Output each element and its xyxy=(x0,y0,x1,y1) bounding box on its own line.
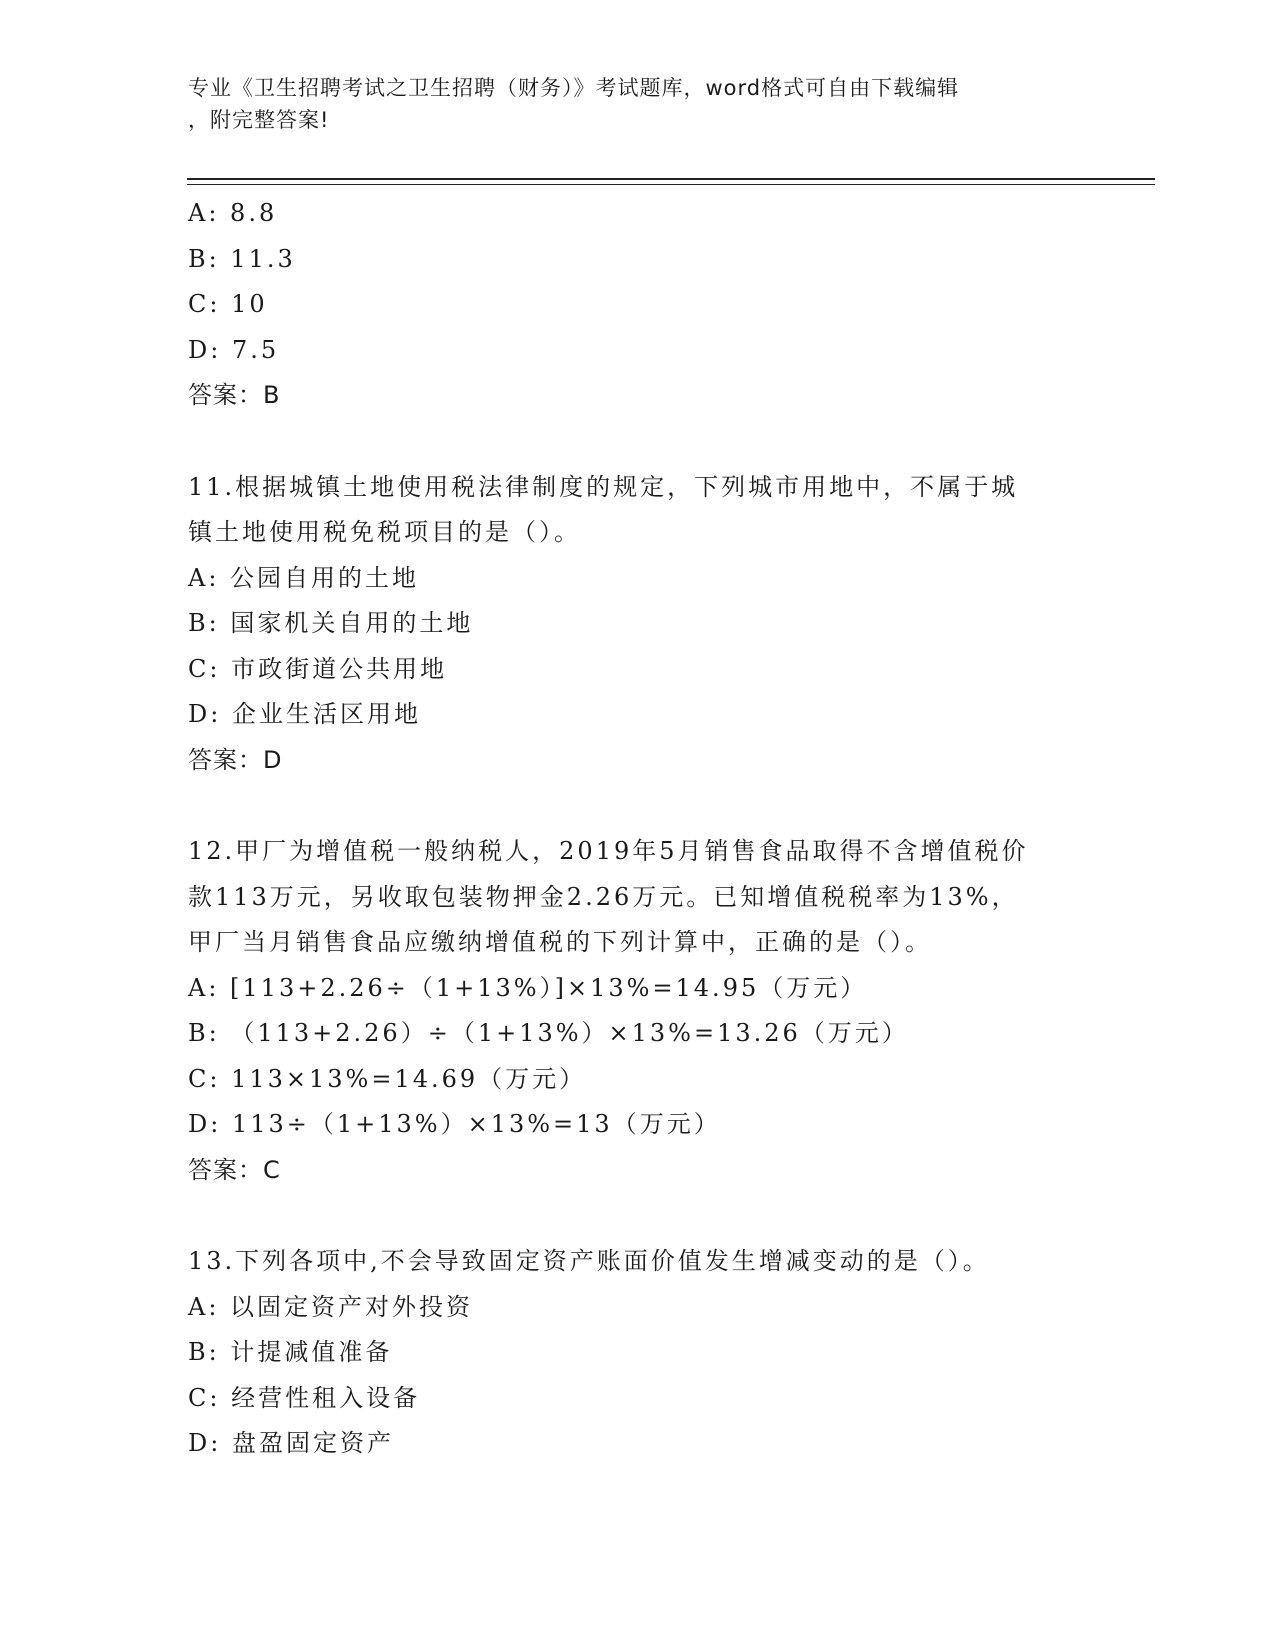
option-a: A: 以固定资产对外投资 xyxy=(188,1292,474,1321)
answer-line: 答案：D xyxy=(188,745,283,774)
answer-line: 答案：C xyxy=(188,1155,281,1184)
document-header xyxy=(188,72,1088,136)
option-b: B: （113+2.26）÷（1+13%）×13%=13.26（万元） xyxy=(188,1019,909,1047)
header-line-2: ，附完整答案! xyxy=(188,108,330,132)
option-d: D: 113÷（1+13%）×13%=13（万元） xyxy=(188,1110,721,1138)
header-rule-thick xyxy=(187,178,1155,180)
option-b: B: 计提减值准备 xyxy=(188,1338,393,1366)
option-c: C: 10 xyxy=(188,290,268,318)
question-text-line: 款113万元，另收取包装物押金2.26万元。已知增值税税率为13%， xyxy=(188,882,1019,911)
question-block-11 xyxy=(188,465,1088,784)
option-b: B: 11.3 xyxy=(188,244,296,273)
question-block-13 xyxy=(188,1239,1088,1467)
option-d: D: 盘盈固定资产 xyxy=(188,1429,394,1457)
option-a: A: 8.8 xyxy=(188,199,278,227)
question-list xyxy=(188,191,1088,1467)
option-b: B: 国家机关自用的土地 xyxy=(188,609,474,637)
option-d: D: 7.5 xyxy=(188,335,280,364)
option-c: C: 经营性租入设备 xyxy=(188,1383,421,1412)
question-text-line: 12.甲厂为增值税一般纳税人，2019年5月销售食品取得不含增值税价 xyxy=(188,837,1029,865)
option-a: A: [113+2.26÷（1+13%）]×13%=14.95（万元） xyxy=(188,973,868,1002)
header-rule-thin xyxy=(187,184,1155,185)
question-text-line: 甲厂当月销售食品应缴纳增值税的下列计算中，正确的是（）。 xyxy=(188,928,932,956)
option-d: D: 企业生活区用地 xyxy=(188,700,421,728)
question-text-line: 镇土地使用税免税项目的是（）。 xyxy=(188,518,581,546)
header-line-1: 专业《卫生招聘考试之卫生招聘（财务）》考试题库，word格式可自由下载编辑 xyxy=(188,76,960,100)
option-a: A: 公园自用的土地 xyxy=(188,563,420,592)
option-c: C: 113×13%=14.69（万元） xyxy=(188,1064,587,1093)
question-block-12 xyxy=(188,829,1088,1193)
option-c: C: 市政街道公共用地 xyxy=(188,654,448,683)
answer-line: 答案：B xyxy=(188,381,281,409)
question-block-10 xyxy=(188,191,1088,419)
question-text-line: 13.下列各项中,不会导致固定资产账面价值发生增减变动的是（）。 xyxy=(188,1247,990,1275)
question-text-line: 11.根据城镇土地使用税法律制度的规定，下列城市用地中，不属于城 xyxy=(188,472,1019,501)
